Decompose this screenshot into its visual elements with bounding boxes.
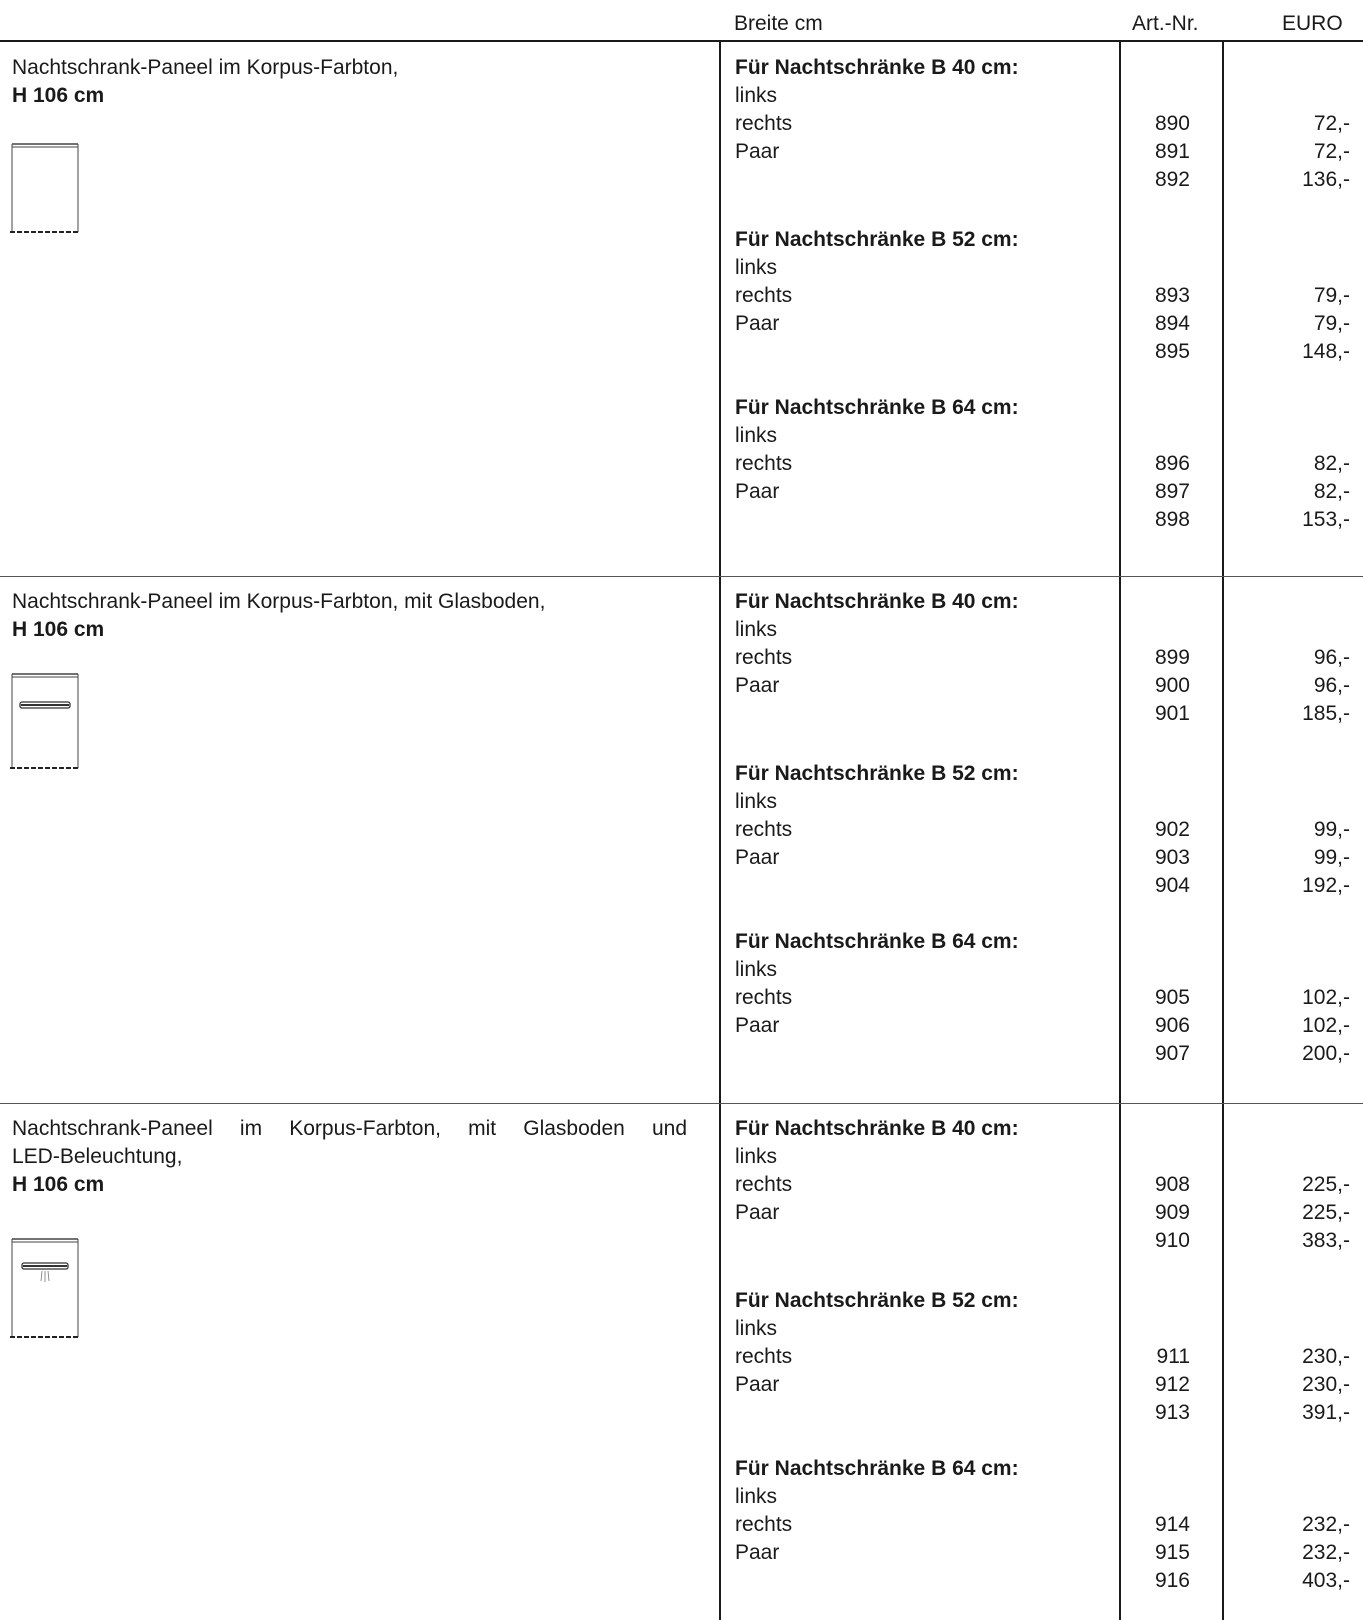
article-number: 913 [1154,1401,1190,1424]
price: 99,- [1313,846,1350,869]
size-group-heading: Für Nachtschränke B 52 cm: [735,1289,1019,1312]
price: 383,- [1302,1229,1350,1252]
variant-label: links [735,618,778,641]
variant-label: links [735,1317,778,1340]
column-header-euro: EURO [1282,12,1343,35]
article-number: 903 [1154,846,1190,869]
article-number: 891 [1154,140,1190,163]
article-number: 902 [1154,818,1190,841]
price: 153,- [1302,508,1350,531]
variant-label: Paar [735,312,780,335]
variant-label: links [735,424,778,447]
price: 72,- [1313,140,1350,163]
nightstand-panel-glass-shelf-icon [10,672,80,777]
price: 232,- [1302,1541,1350,1564]
price: 225,- [1302,1201,1350,1224]
article-number: 894 [1154,312,1190,335]
size-group-heading: Für Nachtschränke B 40 cm: [735,1117,1019,1140]
price: 200,- [1302,1042,1350,1065]
size-group-heading: Für Nachtschränke B 52 cm: [735,762,1019,785]
article-number: 908 [1154,1173,1190,1196]
variant-label: links [735,1485,778,1508]
price: 96,- [1313,646,1350,669]
product-height: H 106 cm [12,1173,105,1196]
price: 102,- [1302,986,1350,1009]
product-description [12,588,687,644]
article-number: 914 [1154,1513,1190,1536]
article-number: 890 [1154,112,1190,135]
price: 192,- [1302,874,1350,897]
article-number: 907 [1154,1042,1190,1065]
variant-label: Paar [735,1201,780,1224]
nightstand-panel-glass-shelf-led-icon [10,1237,80,1348]
price: 403,- [1302,1569,1350,1592]
article-number: 895 [1154,340,1190,363]
variant-label: links [735,84,778,107]
size-group-heading: Für Nachtschränke B 64 cm: [735,396,1019,419]
price: 79,- [1313,284,1350,307]
column-divider [719,42,721,1620]
price: 148,- [1302,340,1350,363]
variant-label: links [735,256,778,279]
size-group-heading: Für Nachtschränke B 52 cm: [735,228,1019,251]
price: 82,- [1313,480,1350,503]
price: 102,- [1302,1014,1350,1037]
variant-label: rechts [735,284,793,307]
price: 185,- [1302,702,1350,725]
product-description [12,1115,687,1199]
variant-label: Paar [735,480,780,503]
product-height: H 106 cm [12,84,105,107]
description-line: Nachtschrank-Paneel im Korpus-Farbton, mit Glasboden und [12,1117,687,1140]
variant-label: rechts [735,986,793,1009]
header-rule [0,40,1363,42]
article-number: 899 [1154,646,1190,669]
price: 225,- [1302,1173,1350,1196]
variant-label: links [735,1145,778,1168]
column-header-breite: Breite cm [734,12,823,35]
article-number: 901 [1154,702,1190,725]
variant-label: rechts [735,1173,793,1196]
variant-label: rechts [735,112,793,135]
variant-label: rechts [735,646,793,669]
variant-label: rechts [735,818,793,841]
size-group-heading: Für Nachtschränke B 64 cm: [735,1457,1019,1480]
variant-label: Paar [735,140,780,163]
description-line: Nachtschrank-Paneel im Korpus-Farbton, mit Glasboden, [12,590,546,613]
price: 96,- [1313,674,1350,697]
nightstand-panel-icon [10,142,80,243]
description-line: Nachtschrank-Paneel im Korpus-Farbton, [12,56,399,79]
article-number: 910 [1154,1229,1190,1252]
variant-label: rechts [735,1513,793,1536]
description-line: LED-Beleuchtung, [12,1145,183,1168]
price: 136,- [1302,168,1350,191]
variant-label: rechts [735,1345,793,1368]
variant-label: Paar [735,1014,780,1037]
article-number: 897 [1154,480,1190,503]
size-group-heading: Für Nachtschränke B 40 cm: [735,590,1019,613]
price: 391,- [1302,1401,1350,1424]
article-number: 898 [1154,508,1190,531]
section-divider [0,576,1363,577]
price: 79,- [1313,312,1350,335]
article-number: 892 [1154,168,1190,191]
variant-label: Paar [735,1541,780,1564]
size-group-heading: Für Nachtschränke B 40 cm: [735,56,1019,79]
product-description [12,54,687,110]
article-number: 916 [1154,1569,1190,1592]
article-number: 896 [1154,452,1190,475]
variant-label: Paar [735,674,780,697]
article-number: 900 [1154,674,1190,697]
price: 232,- [1302,1513,1350,1536]
column-divider [1222,42,1224,1620]
product-height: H 106 cm [12,618,105,641]
price: 230,- [1302,1373,1350,1396]
price: 230,- [1302,1345,1350,1368]
price: 99,- [1313,818,1350,841]
variant-label: rechts [735,452,793,475]
section-divider [0,1103,1363,1104]
price: 82,- [1313,452,1350,475]
variant-label: links [735,790,778,813]
size-group-heading: Für Nachtschränke B 64 cm: [735,930,1019,953]
article-number: 912 [1154,1373,1190,1396]
variant-label: Paar [735,846,780,869]
article-number: 915 [1154,1541,1190,1564]
article-number: 904 [1154,874,1190,897]
article-number: 905 [1154,986,1190,1009]
article-number: 909 [1154,1201,1190,1224]
price: 72,- [1313,112,1350,135]
column-header-art-nr: Art.-Nr. [1132,12,1199,35]
article-number: 911 [1156,1345,1190,1368]
variant-label: Paar [735,1373,780,1396]
variant-label: links [735,958,778,981]
article-number: 906 [1154,1014,1190,1037]
article-number: 893 [1154,284,1190,307]
